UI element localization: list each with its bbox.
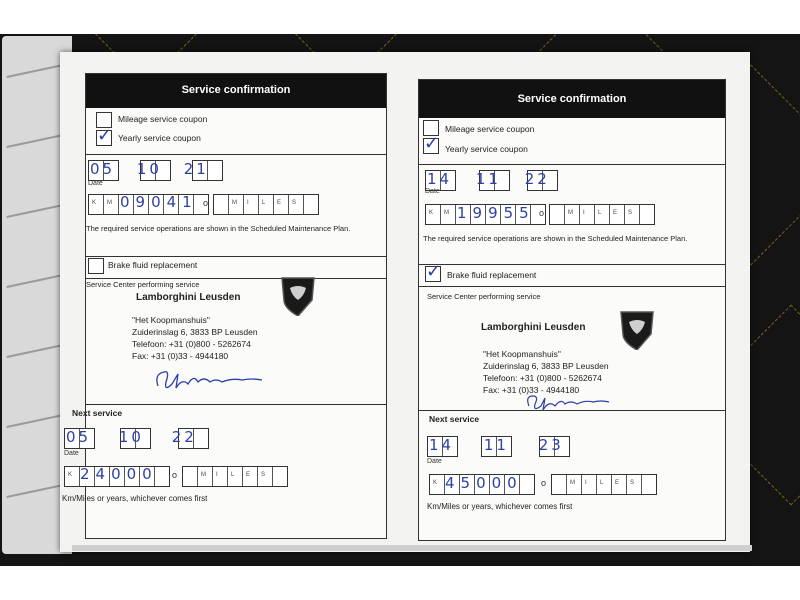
brake-fluid-checkbox[interactable] bbox=[425, 261, 442, 282]
divider bbox=[86, 404, 386, 405]
fax-line: Fax: +31 (0)33 - 4944180 bbox=[132, 351, 229, 361]
lamborghini-bull-logo bbox=[619, 308, 655, 350]
service-center-label: Service Center performing service bbox=[86, 280, 200, 289]
degree-symbol: o bbox=[172, 470, 178, 480]
service-date-value: 14 11 22 bbox=[427, 170, 550, 188]
divider bbox=[86, 256, 386, 257]
divider bbox=[419, 164, 725, 165]
yearly-coupon-checkbox[interactable] bbox=[96, 125, 113, 146]
address-line1: "Het Koopmanshuis" bbox=[483, 349, 561, 359]
service-date-value: 05 10 21 bbox=[90, 160, 209, 178]
fax-line: Fax: +31 (0)33 - 4944180 bbox=[483, 385, 580, 395]
next-service-footer: Km/Miles or years, whichever comes first bbox=[427, 502, 573, 511]
divider bbox=[86, 154, 386, 155]
required-service-text: The required service operations are shown in the Scheduled Maintenance Plan. bbox=[86, 224, 351, 233]
address-line2: Zuiderinslag 6, 3833 BP Leusden bbox=[132, 327, 258, 337]
yearly-coupon-checkbox[interactable] bbox=[423, 133, 440, 154]
mileage-coupon-label: Mileage service coupon bbox=[445, 124, 535, 134]
brake-fluid-checkbox[interactable] bbox=[88, 258, 104, 274]
address-line2: Zuiderinslag 6, 3833 BP Leusden bbox=[483, 361, 609, 371]
km-boxes: K M bbox=[425, 204, 546, 225]
next-miles-boxes: M I L E S bbox=[551, 474, 657, 495]
degree-symbol: o bbox=[203, 198, 209, 208]
divider bbox=[86, 278, 386, 279]
mileage-coupon-label: Mileage service coupon bbox=[118, 114, 208, 124]
km-value: 09041 bbox=[120, 193, 198, 211]
check-icon: ✓ bbox=[97, 125, 113, 146]
right-service-card bbox=[418, 79, 726, 541]
left-service-card bbox=[62, 73, 387, 539]
address-line1: "Het Koopmanshuis" bbox=[132, 315, 210, 325]
miles-boxes: M I L E S bbox=[549, 204, 655, 225]
divider bbox=[419, 264, 725, 265]
next-service-footer: Km/Miles or years, whichever comes first bbox=[62, 494, 208, 503]
next-service-date-value: 05 10 22 bbox=[66, 428, 197, 446]
brake-fluid-label: Brake fluid replacement bbox=[108, 260, 198, 270]
card-title: Service confirmation bbox=[86, 74, 386, 108]
next-miles-boxes: M I L E S bbox=[182, 466, 288, 487]
service-center-label: Service Center performing service bbox=[427, 292, 541, 301]
brake-fluid-label: Brake fluid replacement bbox=[447, 270, 537, 280]
yearly-coupon-label: Yearly service coupon bbox=[445, 144, 528, 154]
km-boxes: K M bbox=[88, 194, 209, 215]
next-service-title: Next service bbox=[72, 408, 123, 418]
signature bbox=[152, 366, 272, 396]
degree-symbol: o bbox=[539, 208, 545, 218]
next-service-date-value: 14 11 23 bbox=[429, 436, 564, 454]
divider bbox=[419, 286, 725, 287]
miles-boxes: M I L E S bbox=[213, 194, 319, 215]
dealer-name: Lamborghini Leusden bbox=[481, 322, 586, 333]
next-km-boxes: K bbox=[429, 474, 535, 495]
date-label: Date bbox=[425, 188, 440, 195]
required-service-text: The required service operations are shown in the Scheduled Maintenance Plan. bbox=[423, 234, 688, 243]
page-edge bbox=[72, 545, 752, 551]
phone-line: Telefoon: +31 (0)800 - 5262674 bbox=[483, 373, 602, 383]
next-date-label: Date bbox=[64, 450, 79, 457]
lamborghini-bull-logo bbox=[280, 274, 316, 316]
next-km-value: 45000 bbox=[445, 474, 523, 492]
next-km-value: 24000 bbox=[80, 465, 158, 483]
dealer-name: Lamborghini Leusden bbox=[136, 292, 241, 303]
divider bbox=[419, 410, 725, 411]
next-service-title: Next service bbox=[429, 414, 480, 424]
card-title: Service confirmation bbox=[419, 80, 725, 118]
date-label: Date bbox=[88, 180, 103, 187]
signature bbox=[523, 390, 613, 416]
check-icon: ✓ bbox=[426, 261, 442, 282]
phone-line: Telefoon: +31 (0)800 - 5262674 bbox=[132, 339, 251, 349]
yearly-coupon-label: Yearly service coupon bbox=[118, 133, 201, 143]
degree-symbol: o bbox=[541, 478, 547, 488]
km-value: 19955 bbox=[457, 204, 535, 222]
next-date-label: Date bbox=[427, 458, 442, 465]
check-icon: ✓ bbox=[424, 133, 440, 154]
next-km-boxes: K bbox=[64, 466, 170, 487]
